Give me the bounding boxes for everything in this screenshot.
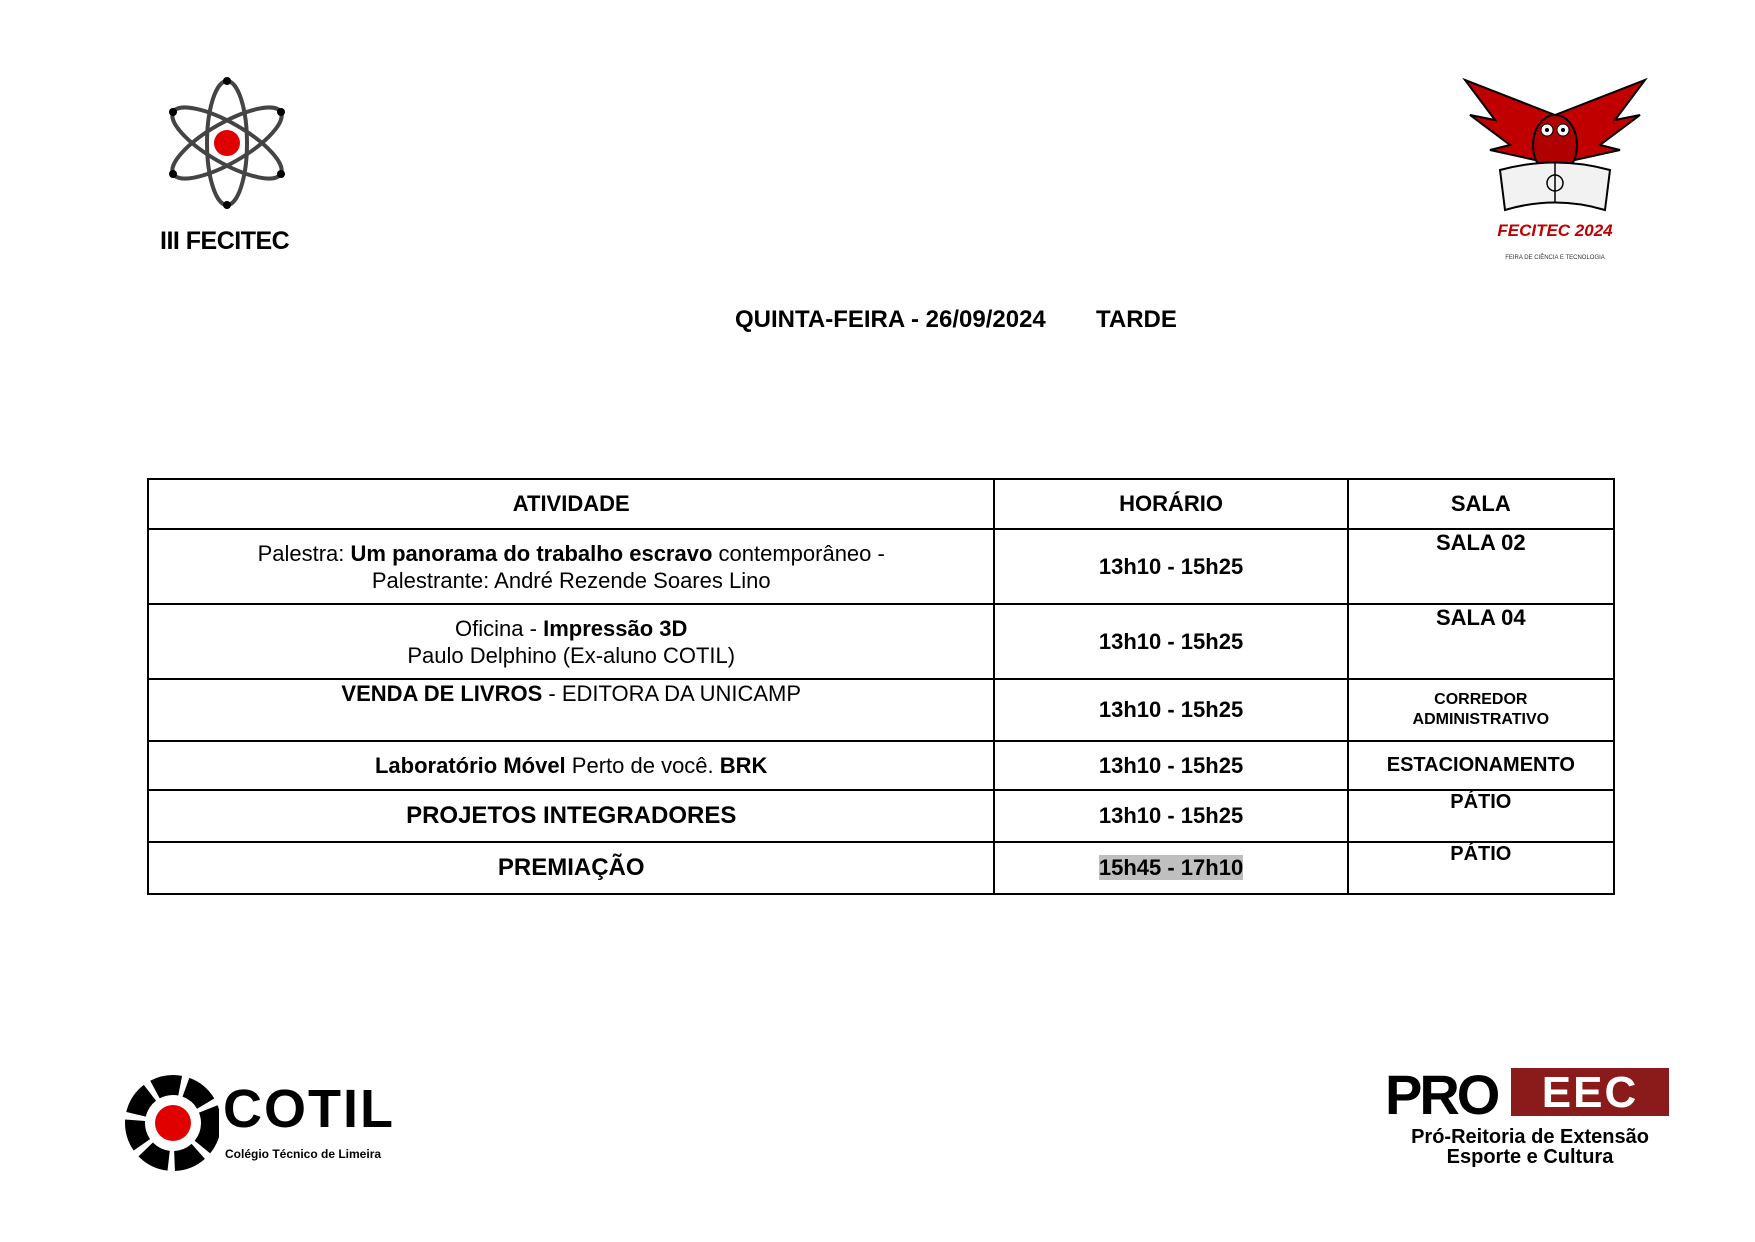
header-horario: HORÁRIO — [994, 479, 1347, 529]
schedule-table — [147, 478, 1615, 895]
highlighted-time: 15h45 - 17h10 — [1098, 855, 1244, 880]
cell-horario — [994, 842, 1347, 894]
activity-title: Impressão 3D — [543, 615, 688, 641]
activity-speaker: Palestrante: André Rezende Soares Lino — [371, 567, 771, 593]
cell-horario: 13h10 - 15h25 — [994, 790, 1347, 842]
activity-slogan: Perto de você. — [565, 753, 720, 778]
activity-publisher: - EDITORA DA UNICAMP — [542, 681, 802, 706]
table-row — [148, 741, 1614, 790]
sala-line2: ADMINISTRATIVO — [1412, 711, 1550, 728]
cotil-logo-text: COTIL — [223, 1079, 395, 1139]
activity-title: VENDA DE LIVROS — [341, 681, 543, 706]
proeec-logo — [1385, 1063, 1675, 1178]
activity-sponsor: BRK — [719, 753, 768, 778]
cell-atividade — [148, 529, 994, 604]
table-row — [148, 790, 1614, 842]
cell-horario: 13h10 - 15h25 — [994, 604, 1347, 679]
cotil-logo-subtext: Colégio Técnico de Limeira — [225, 1147, 382, 1161]
cell-atividade — [148, 604, 994, 679]
activity-title: Um panorama do trabalho escravo — [350, 540, 713, 566]
activity-speaker: Paulo Delphino (Ex-aluno COTIL) — [407, 642, 736, 668]
cell-sala: SALA 04 — [1348, 604, 1614, 679]
cotil-logo — [123, 1068, 413, 1178]
heading-period: TARDE — [1096, 306, 1177, 333]
proeec-eec-text: EEC — [1511, 1068, 1669, 1116]
proeec-line1: Pró-Reitoria de Extensão — [1411, 1126, 1649, 1148]
cell-horario: 13h10 - 15h25 — [994, 679, 1347, 741]
owl-fecitec-logo — [1455, 75, 1665, 265]
cell-atividade: PREMIAÇÃO — [148, 842, 994, 894]
owl-icon — [1455, 75, 1655, 225]
cell-atividade — [148, 679, 994, 741]
fecitec-logo-text: III FECITEC — [160, 227, 290, 255]
fecitec-logo — [150, 75, 300, 255]
table-header-row — [148, 479, 1614, 529]
cell-sala: PÁTIO — [1348, 842, 1614, 894]
proeec-line2: Esporte e Cultura — [1446, 1146, 1614, 1168]
sala-line1: CORREDOR — [1434, 691, 1528, 708]
atom-icon — [162, 75, 292, 215]
cell-sala: ESTACIONAMENTO — [1348, 741, 1614, 790]
activity-type: Oficina - — [455, 615, 544, 641]
header-sala: SALA — [1348, 479, 1614, 529]
cell-atividade: PROJETOS INTEGRADORES — [148, 790, 994, 842]
owl-logo-text: FECITEC 2024 — [1497, 221, 1613, 240]
cell-sala: SALA 02 — [1348, 529, 1614, 604]
cell-sala: PÁTIO — [1348, 790, 1614, 842]
cotil-ring-icon — [123, 1068, 219, 1178]
header-atividade: ATIVIDADE — [148, 479, 994, 529]
table-row — [148, 604, 1614, 679]
owl-logo-subtext: FEIRA DE CIÊNCIA E TECNOLOGIA — [1505, 255, 1605, 261]
cell-sala — [1348, 679, 1614, 741]
cell-horario: 13h10 - 15h25 — [994, 529, 1347, 604]
activity-type: Palestra: — [257, 540, 351, 566]
activity-title: Laboratório Móvel — [374, 753, 566, 778]
table-row — [148, 679, 1614, 741]
cell-horario: 13h10 - 15h25 — [994, 741, 1347, 790]
table-row — [148, 842, 1614, 894]
table-row — [148, 529, 1614, 604]
heading-date: QUINTA-FEIRA - 26/09/2024 — [735, 306, 1046, 333]
proeec-pro-text: PRO — [1385, 1063, 1498, 1126]
cell-atividade — [148, 741, 994, 790]
activity-title-rest: contemporâneo - — [712, 540, 885, 566]
